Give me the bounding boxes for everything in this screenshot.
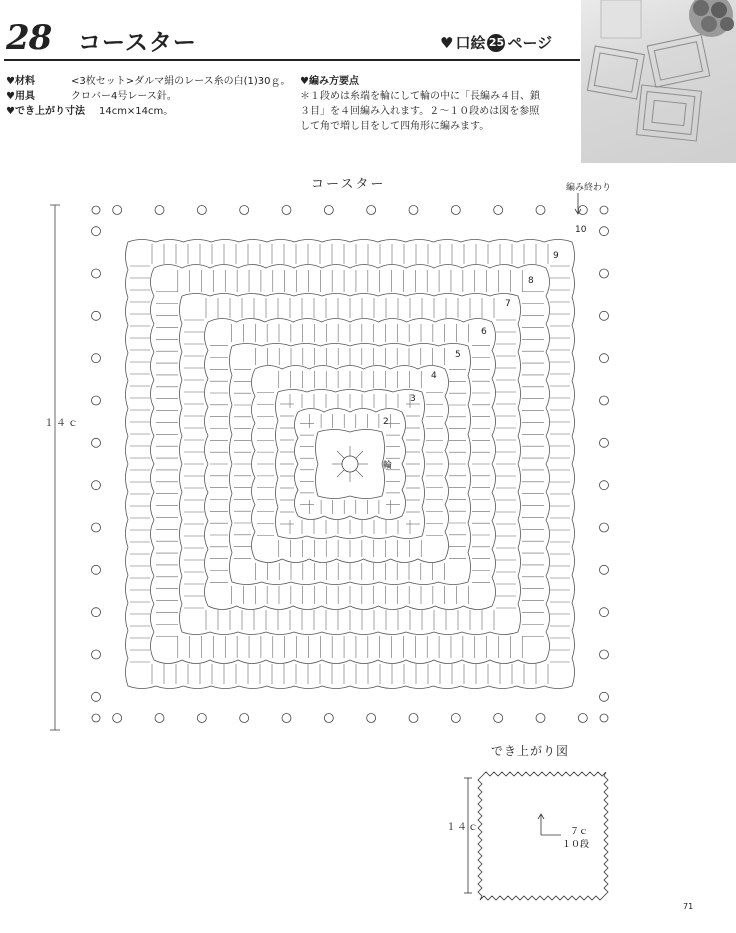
picot <box>600 692 609 701</box>
finished-center-label: ７ｃ <box>570 827 589 837</box>
points-line: して角で増し目をして四角形に編みます。 <box>300 121 490 132</box>
row-number: 8 <box>528 276 534 286</box>
picot <box>600 438 609 447</box>
picot <box>113 714 122 723</box>
picot <box>282 206 291 215</box>
picot <box>451 714 460 723</box>
pattern-title: コースター <box>78 30 197 56</box>
picot <box>197 206 206 215</box>
heart-icon: ♥ <box>6 106 15 117</box>
picot <box>600 650 609 659</box>
picot <box>536 714 545 723</box>
picot <box>92 523 101 532</box>
reference-page-badge: 25 <box>487 34 505 52</box>
picot <box>600 481 609 490</box>
row-number: 3 <box>410 394 416 404</box>
stitch-marks <box>130 244 570 684</box>
heart-icon: ♥ <box>6 76 15 87</box>
finished-outline <box>478 772 608 900</box>
ring-spokes <box>332 446 368 482</box>
page-number: 71 <box>683 902 694 911</box>
picot <box>367 206 376 215</box>
picot <box>451 206 460 215</box>
picot <box>240 714 249 723</box>
row-number: 5 <box>455 350 461 360</box>
pattern-number: 28 <box>6 18 52 58</box>
picot <box>92 438 101 447</box>
size-label: でき上がり寸法 <box>14 106 85 117</box>
materials-value: <3枚セット>ダルマ絹のレース糸の白(1)30ｇ。 <box>70 76 291 87</box>
picot <box>578 714 587 723</box>
points-heading: 編み方要点 <box>308 76 359 87</box>
picot <box>240 206 249 215</box>
row-number: 6 <box>481 327 487 337</box>
picot <box>92 650 101 659</box>
width-label: １４ｃ <box>44 418 80 429</box>
size-value: 14cm×14cm。 <box>98 106 174 117</box>
finished-size-label: １４ｃ <box>446 822 479 833</box>
picot <box>92 565 101 574</box>
picot <box>600 565 609 574</box>
picot <box>155 714 164 723</box>
magic-ring <box>342 456 358 472</box>
stitch-row <box>180 294 521 635</box>
row-number: 9 <box>553 251 559 261</box>
picot <box>600 227 609 236</box>
heart-icon: ♥ <box>6 91 15 102</box>
tools-label: 用具 <box>14 91 35 102</box>
tools-value: クロバー4号レース針。 <box>70 91 177 102</box>
row-number: 2 <box>383 417 389 427</box>
stitch-row <box>316 430 385 499</box>
picot <box>92 311 101 320</box>
corner-picot <box>92 714 100 722</box>
materials-label: 材料 <box>14 76 35 87</box>
heart-icon: ♥ <box>440 33 454 52</box>
picot <box>600 269 609 278</box>
picot <box>600 396 609 405</box>
corner-picot <box>92 206 100 214</box>
dimension-line <box>50 205 60 730</box>
finished-rows-label: １０段 <box>562 840 590 850</box>
picot <box>578 206 587 215</box>
row-number: 10 <box>575 225 587 235</box>
reference-suffix: ページ <box>507 34 553 52</box>
picot <box>92 354 101 363</box>
picot <box>409 206 418 215</box>
diagram-title: コースター <box>311 177 386 192</box>
reference-prefix: 口絵 <box>455 34 486 52</box>
picot <box>494 714 503 723</box>
row-number: 4 <box>431 371 437 381</box>
picot <box>409 714 418 723</box>
picot <box>282 714 291 723</box>
picot <box>92 269 101 278</box>
ring-label: 輪 <box>383 461 393 471</box>
points-line: ３目」を４回編み入れます。２〜１０段めは図を参照 <box>300 106 540 117</box>
picot <box>600 608 609 617</box>
picot <box>92 227 101 236</box>
finish-arrow <box>575 193 581 214</box>
picot <box>92 608 101 617</box>
picot <box>600 354 609 363</box>
points-line: ＊１段めは糸端を輪にして輪の中に「長編み４目、鎖 <box>300 91 540 102</box>
picot <box>155 206 164 215</box>
picot <box>367 714 376 723</box>
row-number: 7 <box>505 299 511 309</box>
finished-title: でき上がり図 <box>491 744 570 758</box>
picot <box>600 523 609 532</box>
picot <box>600 311 609 320</box>
picot <box>113 206 122 215</box>
picot <box>494 206 503 215</box>
picot <box>324 206 333 215</box>
corner-picot <box>600 714 608 722</box>
finish-label: 編み終わり <box>566 183 612 193</box>
picot <box>92 396 101 405</box>
picot <box>92 692 101 701</box>
heart-icon: ♥ <box>300 76 309 87</box>
picot <box>92 481 101 490</box>
picot <box>324 714 333 723</box>
picot <box>536 206 545 215</box>
corner-picot <box>600 206 608 214</box>
picot <box>197 714 206 723</box>
